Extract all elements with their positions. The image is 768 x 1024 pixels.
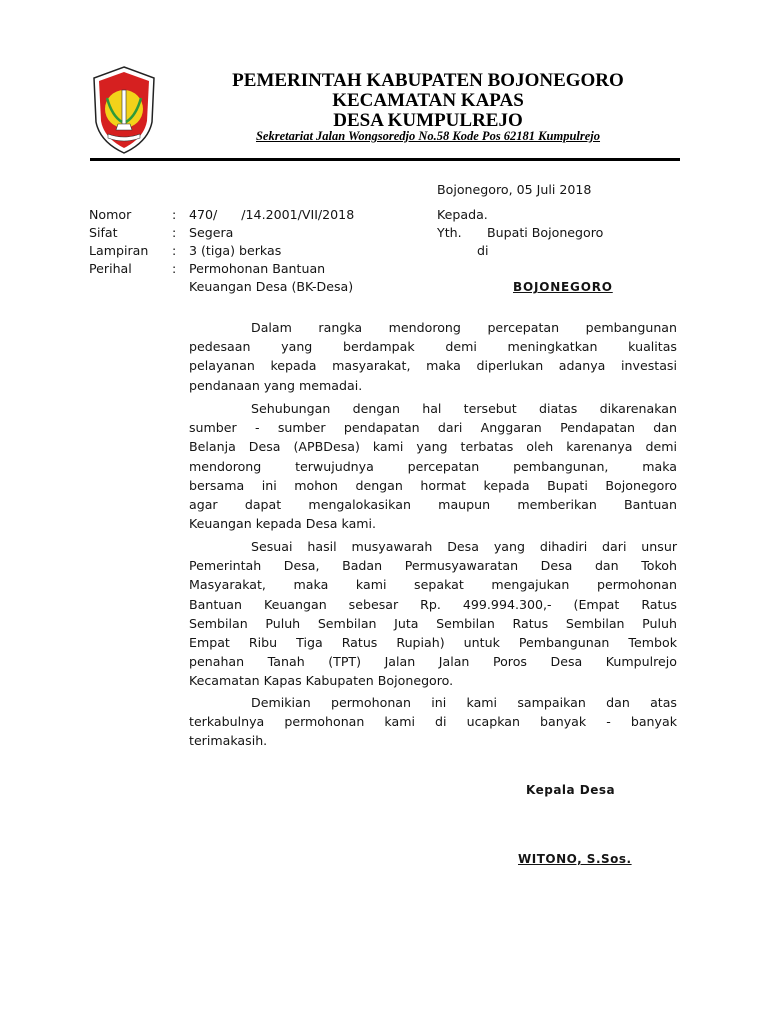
paragraph-line: Sesuai hasil musyawarah Desa yang dihadiri dari unsur	[251, 539, 677, 554]
letter-date: Bojonegoro, 05 Juli 2018	[437, 182, 592, 197]
meta-colon: :	[172, 261, 177, 276]
signature-title: Kepala Desa	[526, 783, 616, 797]
meta-label-perihal: Perihal	[89, 261, 132, 276]
signature-name: WITONO, S.Sos.	[518, 852, 632, 866]
paragraph-line: terkabulnya permohonan kami di ucapkan banyak - banyak	[189, 714, 677, 730]
paragraph-line: agar dapat mengalokasikan maupun memberikan Bantuan	[189, 496, 677, 512]
paragraph-line: Dalam rangka mendorong percepatan pembangunan	[251, 320, 677, 335]
meta-value-lampiran: 3 (tiga) berkas	[189, 243, 282, 258]
paragraph-line: terimakasih.	[189, 733, 268, 749]
paragraph-line: Sembilan Puluh Sembilan Juta Sembilan Ratus Sembilan Puluh	[189, 615, 677, 631]
paragraph-line: pedesaan yang berdampak demi meningkatkan kualitas	[189, 339, 677, 355]
meta-label-sifat: Sifat	[89, 225, 118, 240]
meta-colon: :	[172, 225, 177, 240]
recipient-di: di	[477, 243, 489, 258]
paragraph-line: mendorong terwujudnya percepatan pembangunan, maka	[189, 458, 677, 474]
body-paragraph-1	[189, 318, 677, 395]
paragraph-line: Sehubungan dengan hal tersebut diatas dikarenakan	[251, 401, 677, 416]
village-emblem-logo	[90, 64, 158, 156]
body-paragraph-4	[189, 693, 677, 751]
paragraph-line: Bantuan Keuangan sebesar Rp. 499.994.300,- (Empat Ratus	[189, 596, 677, 612]
paragraph-line: penahan Tanah (TPT) Jalan Jalan Poros Desa Kumpulrejo	[189, 654, 677, 670]
recipient-city: BOJONEGORO	[513, 280, 613, 294]
recipient-kepada: Kepada.	[437, 207, 488, 222]
paragraph-line: pendanaan yang memadai.	[189, 377, 363, 393]
meta-colon: :	[172, 207, 177, 222]
paragraph-line: bersama ini mohon dengan hormat kepada Bupati Bojonegoro	[189, 477, 677, 493]
paragraph-line: Kecamatan Kapas Kabupaten Bojonegoro.	[189, 673, 454, 689]
letterhead-address: Sekretariat Jalan Wongsoredjo No.58 Kode Pos 62181 Kumpulrejo	[255, 129, 601, 143]
paragraph-line: Keuangan kepada Desa kami.	[189, 516, 377, 532]
body-paragraph-2	[189, 399, 677, 533]
meta-label-lampiran: Lampiran	[89, 243, 149, 258]
body-paragraph-3	[189, 537, 677, 691]
paragraph-line: Empat Ribu Tiga Ratus Rupiah) untuk Pembangunan Tembok	[189, 634, 677, 650]
letterhead-district: KECAMATAN KAPAS	[332, 90, 524, 111]
recipient-name: Bupati Bojonegoro	[487, 225, 604, 240]
meta-value-sifat: Segera	[189, 225, 234, 240]
letterhead-regency: PEMERINTAH KABUPATEN BOJONEGORO	[232, 70, 624, 91]
letterhead-divider	[90, 158, 680, 161]
paragraph-line: Pemerintah Desa, Badan Permusyawaratan Desa dan Tokoh	[189, 558, 677, 574]
recipient-yth: Yth.	[437, 225, 462, 240]
meta-value-nomor: 470/ /14.2001/VII/2018	[189, 207, 355, 222]
paragraph-line: sumber - sumber pendapatan dari Anggaran Pendapatan dan	[189, 420, 677, 436]
meta-value-perihal-cont: Keuangan Desa (BK-Desa)	[189, 279, 354, 294]
meta-label-nomor: Nomor	[89, 207, 132, 222]
meta-colon: :	[172, 243, 177, 258]
paragraph-line: pelayanan kepada masyarakat, maka diperlukan adanya investasi	[189, 358, 677, 374]
meta-value-perihal: Permohonan Bantuan	[189, 261, 326, 276]
letterhead-village: DESA KUMPULREJO	[333, 110, 523, 131]
paragraph-line: Belanja Desa (APBDesa) kami yang terbatas oleh karenanya demi	[189, 439, 677, 455]
paragraph-line: Demikian permohonan ini kami sampaikan dan atas	[251, 695, 677, 710]
paragraph-line: Masyarakat, maka kami sepakat mengajukan permohonan	[189, 577, 677, 593]
